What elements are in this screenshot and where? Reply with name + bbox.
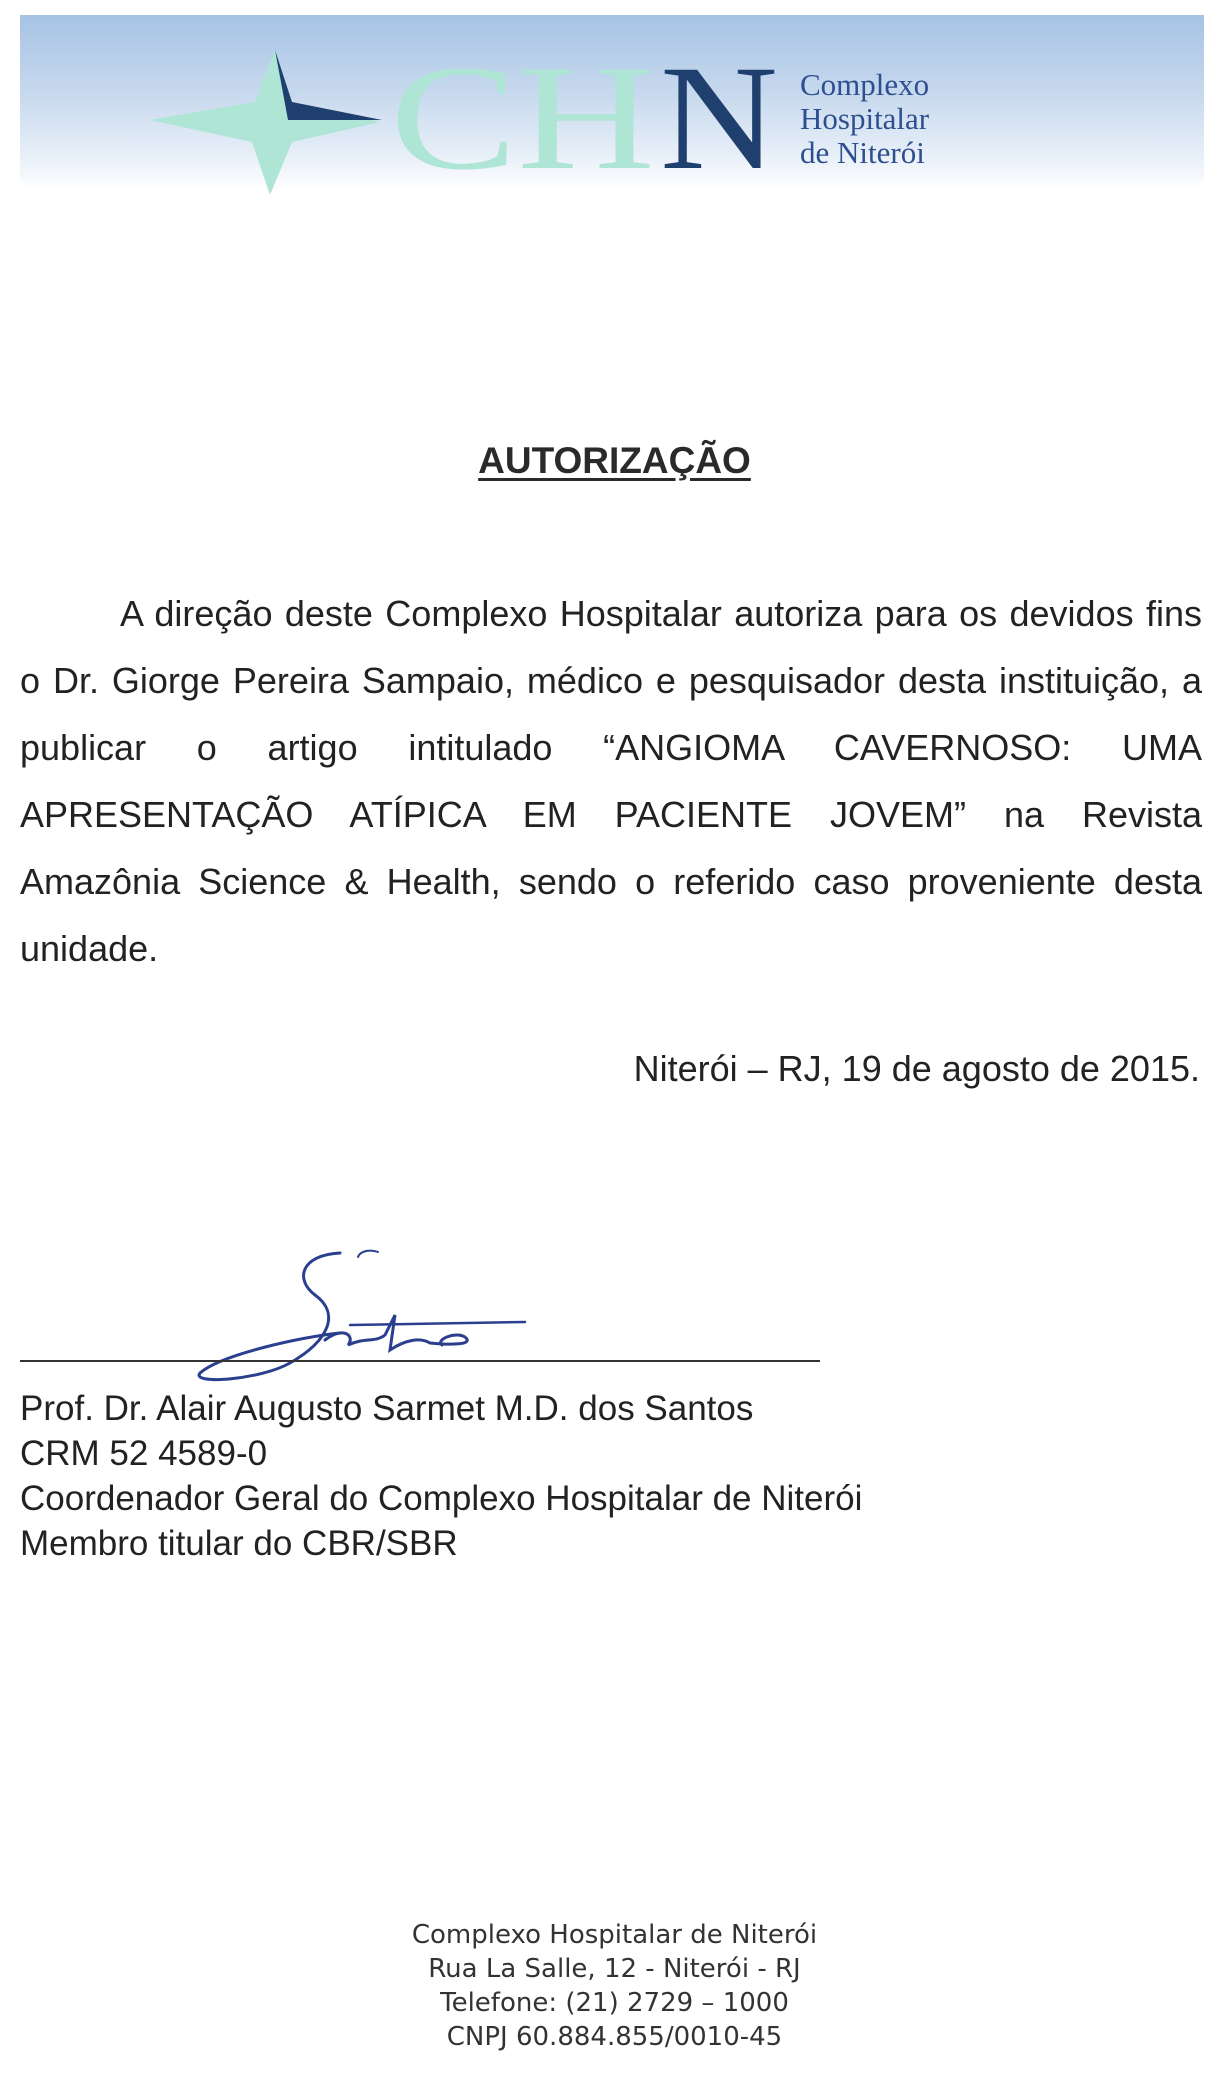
signatory-membership: Membro titular do CBR/SBR bbox=[20, 1524, 458, 1563]
footer-address-block bbox=[0, 1918, 1229, 2054]
logo-org-line-3: de Niterói bbox=[800, 135, 925, 170]
logo-star-mint bbox=[150, 50, 380, 195]
signatory-name: Prof. Dr. Alair Augusto Sarmet M.D. dos Santos bbox=[20, 1389, 754, 1428]
footer-org: Complexo Hospitalar de Niterói bbox=[411, 1920, 818, 1950]
footer-phone: Telefone: (21) 2729 – 1000 bbox=[440, 1988, 789, 2018]
handwritten-signature bbox=[180, 1245, 540, 1395]
footer-address: Rua La Salle, 12 - Niterói - RJ bbox=[428, 1954, 801, 1984]
signatory-block bbox=[20, 1386, 862, 1566]
authorization-body: A direção deste Complexo Hospitalar autoriza para os devidos fins o Dr. Giorge Pereira Sampaio, médico e pesquisador desta instituição, a publicar o artigo intitulado “ANGIOMA CAVERNOSO: UMA APRESENTAÇÃO ATÍPICA EM PACIENTE JOVEM” na Revista Amazônia Science & Health, sendo o referido caso proveniente desta unidade. bbox=[20, 593, 1202, 969]
signature-line bbox=[20, 1360, 820, 1362]
logo-letters-ch: CH bbox=[390, 50, 655, 200]
logo-org-line-1: Complexo bbox=[800, 67, 930, 102]
chn-logo bbox=[150, 50, 1160, 200]
date-location: Niterói – RJ, 19 de agosto de 2015. bbox=[633, 1048, 1200, 1089]
signatory-crm: CRM 52 4589-0 bbox=[20, 1434, 268, 1473]
authorization-paragraph bbox=[20, 580, 1202, 982]
logo-letter-n: N bbox=[660, 50, 778, 200]
signatory-role: Coordenador Geral do Complexo Hospitalar de Niterói bbox=[20, 1479, 863, 1518]
logo-star-navy bbox=[275, 50, 382, 120]
document-title: AUTORIZAÇÃO bbox=[478, 440, 751, 481]
logo-org-line-2: Hospitalar bbox=[800, 101, 930, 136]
footer-cnpj: CNPJ 60.884.855/0010-45 bbox=[446, 2022, 783, 2052]
